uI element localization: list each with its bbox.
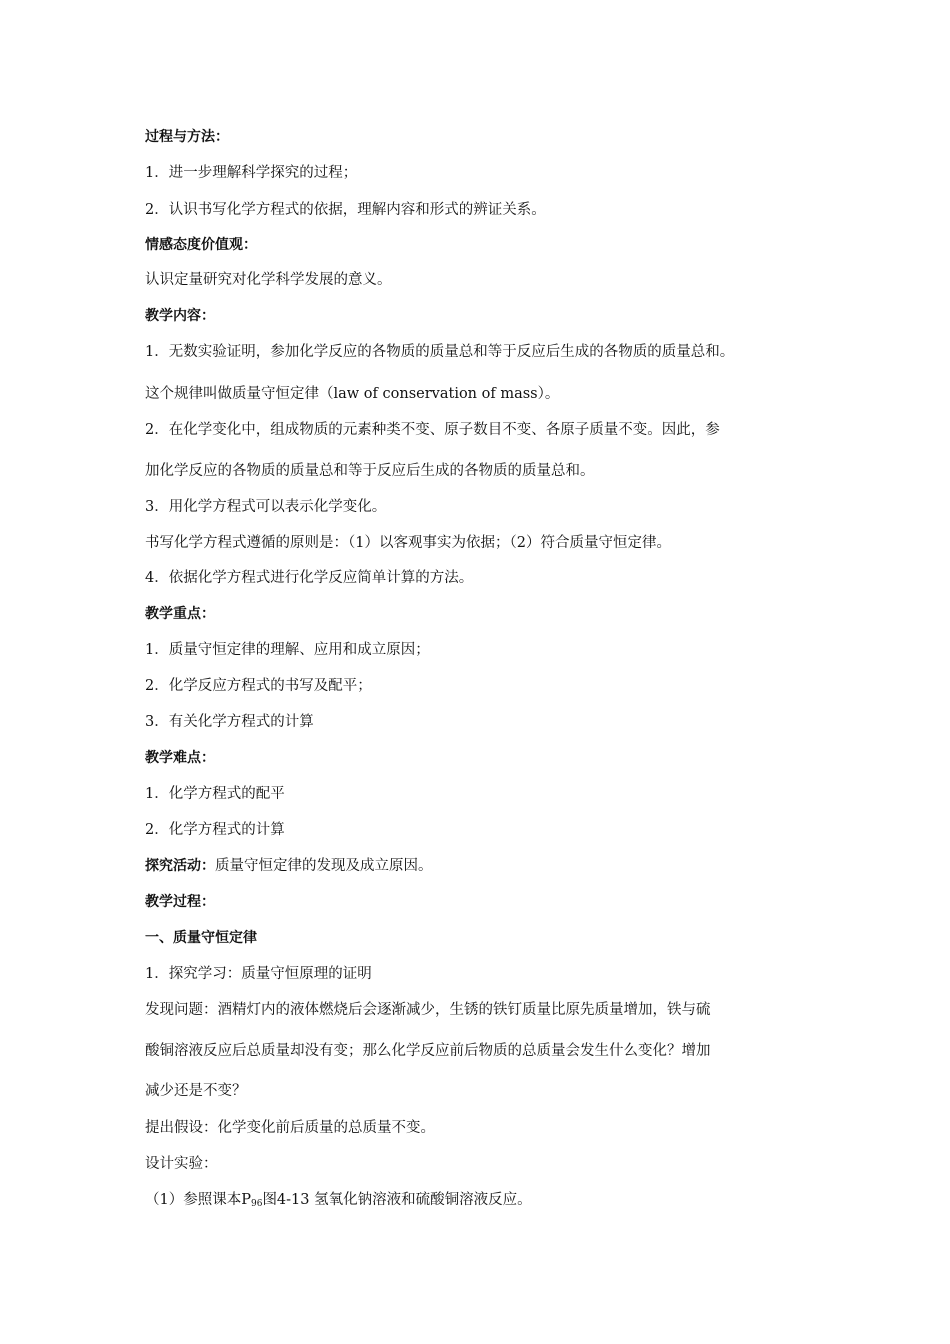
heading-teaching-process: 教学过程： (145, 894, 215, 910)
paragraph: 提出假设：化学变化前后质量的总质量不变。 (145, 1120, 435, 1136)
experiment-line (145, 1190, 532, 1214)
paragraph: 认识定量研究对化学科学发展的意义。 (145, 272, 392, 288)
paragraph: 发现问题：酒精灯内的液体燃烧后会逐渐减少，生锈的铁钉质量比原先质量增加，铁与硫 (145, 1002, 711, 1018)
experiment-suffix: 图4-13 氢氧化钠溶液和硫酸铜溶液反应。 (262, 1192, 532, 1208)
page-subscript: 96 (250, 1199, 263, 1209)
explore-activity-text: 质量守恒定律的发现及成立原因。 (215, 858, 433, 874)
heading-mass-conservation: 一、质量守恒定律 (145, 930, 257, 946)
paragraph: 2．在化学变化中，组成物质的元素种类不变、原子数目不变、各原子质量不变。因此，参 (145, 422, 720, 438)
paragraph: 2．化学反应方程式的书写及配平； (145, 678, 372, 694)
paragraph: 4．依据化学方程式进行化学反应简单计算的方法。 (145, 570, 474, 586)
paragraph: 2．化学方程式的计算 (145, 822, 285, 838)
experiment-prefix: （1）参照课本P (145, 1192, 251, 1208)
paragraph: 1．进一步理解科学探究的过程； (145, 165, 358, 181)
paragraph: 1．探究学习：质量守恒原理的证明 (145, 966, 372, 982)
paragraph: 1．无数实验证明，参加化学反应的各物质的质量总和等于反应后生成的各物质的质量总和。 (145, 344, 735, 360)
heading-content: 教学内容： (145, 308, 215, 324)
heading-process-method: 过程与方法： (145, 129, 229, 145)
paragraph: 2．认识书写化学方程式的依据，理解内容和形式的辨证关系。 (145, 202, 546, 218)
heading-values: 情感态度价值观： (145, 237, 257, 253)
paragraph: 设计实验： (145, 1156, 218, 1172)
paragraph: 这个规律叫做质量守恒定律（law of conservation of mass）。 (145, 386, 560, 402)
paragraph: 1．化学方程式的配平 (145, 786, 285, 802)
heading-difficulties: 教学难点： (145, 750, 215, 766)
paragraph: 加化学反应的各物质的质量总和等于反应后生成的各物质的质量总和。 (145, 463, 595, 479)
paragraph: 3．有关化学方程式的计算 (145, 714, 314, 730)
explore-activity-label: 探究活动： (145, 858, 215, 874)
paragraph: 3．用化学方程式可以表示化学变化。 (145, 499, 387, 515)
explore-activity-line (145, 856, 433, 876)
heading-key-points: 教学重点： (145, 606, 215, 622)
paragraph: 减少还是不变？ (145, 1083, 247, 1099)
paragraph: 酸铜溶液反应后总质量却没有变；那么化学反应前后物质的总质量会发生什么变化？增加 (145, 1043, 711, 1059)
paragraph: 书写化学方程式遵循的原则是：（1）以客观事实为依据；（2）符合质量守恒定律。 (145, 535, 671, 551)
paragraph: 1．质量守恒定律的理解、应用和成立原因； (145, 642, 430, 658)
